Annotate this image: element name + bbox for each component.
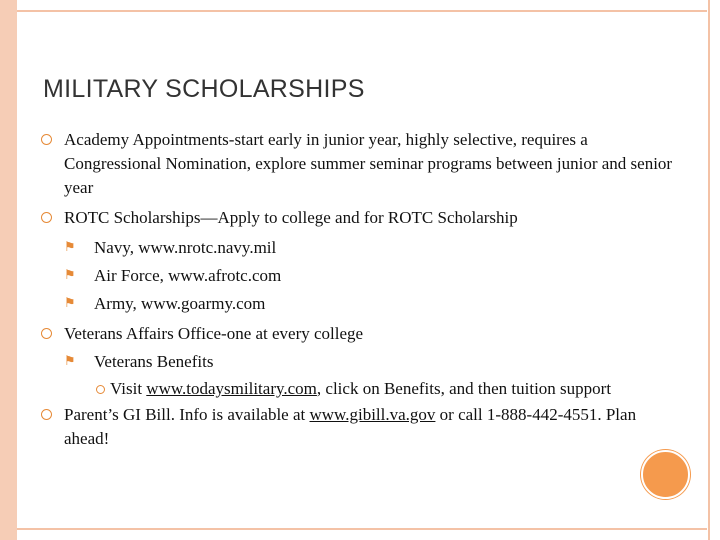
slide-title: MILITARY SCHOLARSHIPS — [43, 75, 365, 103]
circle-bullet-icon — [96, 385, 105, 394]
circle-bullet-icon — [41, 409, 52, 420]
pennant-bullet-icon: ⚑ — [64, 240, 76, 255]
gibill-link[interactable]: www.gibill.va.gov — [309, 405, 436, 424]
decorative-orange-circle — [641, 450, 690, 499]
circle-bullet-icon — [41, 134, 52, 145]
gi-text-pre: Parent’s GI Bill. Info is available at — [64, 405, 310, 424]
pennant-bullet-icon: ⚑ — [64, 354, 76, 369]
visit-text-post: , click on Benefits, and then tuition support — [316, 379, 612, 398]
gi-text-post: or call 1-888-442-4551. Plan ahead! — [64, 405, 637, 448]
subbullet-army-text: Army, www.goarmy.com — [94, 294, 266, 313]
subbullet-army — [64, 292, 680, 316]
subbullet-vet-benefits — [64, 350, 680, 374]
bullet-veterans-text: Veterans Affairs Office-one at every college — [64, 324, 364, 343]
subbullet-airforce-text: Air Force, www.afrotc.com — [94, 266, 282, 285]
subbullet-vet-benefits-text: Veterans Benefits — [94, 352, 214, 371]
subbullet-navy-text: Navy, www.nrotc.navy.mil — [94, 238, 277, 257]
bullet-list — [40, 128, 680, 451]
pennant-bullet-icon: ⚑ — [64, 268, 76, 283]
pennant-bullet-icon: ⚑ — [64, 296, 76, 311]
visit-text-pre: Visit — [110, 379, 147, 398]
subbullet-navy — [64, 236, 680, 260]
circle-bullet-icon — [41, 212, 52, 223]
bullet-gi-bill — [40, 403, 680, 451]
bullet-rotc-text: ROTC Scholarships—Apply to college and for ROTC Scholarship — [64, 208, 518, 227]
bullet-veterans — [40, 322, 680, 346]
bullet-academy-text: Academy Appointments-start early in junior year, highly selective, requires a Congressional Nomination, explore summer seminar programs between junior and senior year — [64, 130, 673, 197]
subbullet-airforce — [64, 264, 680, 288]
circle-bullet-icon — [41, 328, 52, 339]
subsubbullet-visit — [96, 378, 670, 399]
bullet-rotc — [40, 206, 680, 230]
bullet-academy — [40, 128, 680, 200]
left-border-bar — [0, 0, 17, 540]
todaysmilitary-link[interactable]: www.todaysmilitary.com — [146, 379, 317, 398]
right-border-bar — [708, 0, 720, 540]
